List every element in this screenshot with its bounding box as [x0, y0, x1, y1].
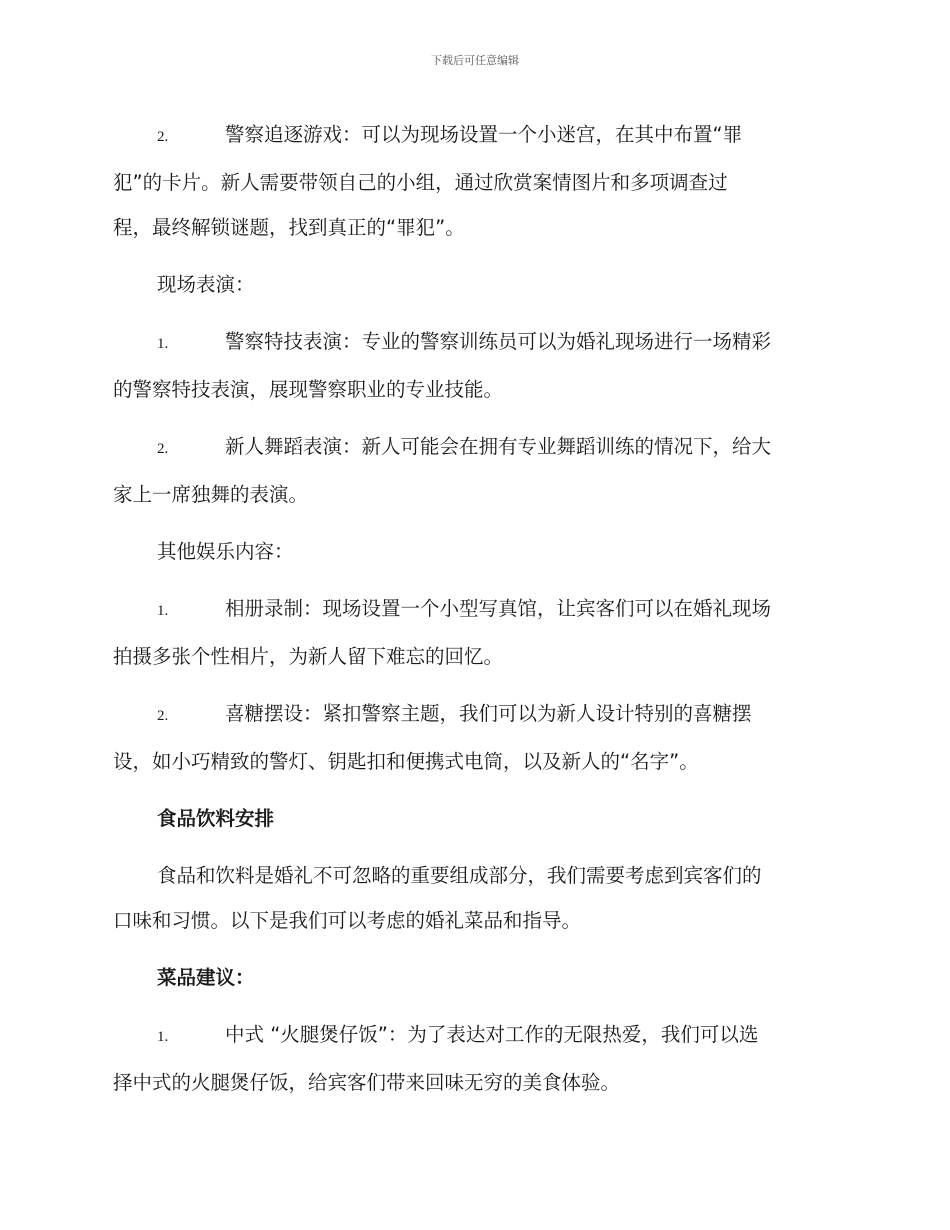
list-item	[113, 112, 843, 250]
list-text-line: 中式 “火腿煲仔饭”：为了表达对工作的无限热爱，我们可以选	[225, 1023, 759, 1046]
list-text-line: 警察特技表演：专业的警察训练员可以为婚礼现场进行一场精彩	[225, 330, 772, 353]
paragraph	[113, 853, 843, 943]
paragraph-line: 食品和饮料是婚礼不可忽略的重要组成部分，我们需要考虑到宾客们的	[157, 864, 762, 887]
bold-section-heading: 菜品建议：	[157, 966, 255, 989]
list-text-line: 相册录制：现场设置一个小型写真馆，让宾客们可以在婚礼现场	[225, 597, 772, 620]
list-item	[113, 691, 843, 784]
list-item	[113, 424, 843, 517]
section-heading: 其他娱乐内容：	[157, 540, 294, 563]
list-item	[113, 1012, 843, 1105]
list-text-line: 新人舞蹈表演：新人可能会在拥有专业舞蹈训练的情况下，给大	[225, 435, 772, 458]
list-number: 2.	[157, 441, 169, 457]
section-heading: 现场表演：	[157, 273, 255, 296]
list-number: 2.	[157, 708, 169, 724]
list-number: 1.	[157, 336, 169, 352]
list-text-line: 程，最终解锁谜题，找到真正的“罪犯”。	[113, 216, 465, 239]
list-item	[113, 319, 843, 412]
list-number: 1.	[157, 603, 169, 619]
paragraph-line: 口味和习惯。以下是我们可以考虑的婚礼菜品和指导。	[113, 909, 582, 932]
list-text-line: 拍摄多张个性相片，为新人留下难忘的回忆。	[113, 645, 504, 668]
document-body	[113, 112, 843, 1117]
list-text-line: 择中式的火腿煲仔饭，给宾客们带来回味无穷的美食体验。	[113, 1071, 621, 1094]
list-text-line: 警察追逐游戏：可以为现场设置一个小迷宫，在其中布置“罪	[225, 123, 743, 146]
page-header: 下载后可任意编辑	[431, 54, 519, 67]
list-text-line: 犯”的卡片。新人需要带领自己的小组，通过欣赏案情图片和多项调查过	[113, 171, 728, 194]
list-number: 1.	[157, 1029, 169, 1045]
bold-section-heading: 食品饮料安排	[157, 807, 275, 830]
list-text-line: 设，如小巧精致的警灯、钥匙扣和便携式电筒，以及新人的“名字”。	[113, 750, 699, 773]
list-text-line: 的警察特技表演，展现警察职业的专业技能。	[113, 378, 504, 401]
list-number: 2.	[157, 129, 169, 145]
list-text-line: 喜糖摆设：紧扣警察主题，我们可以为新人设计特别的喜糖摆	[225, 702, 752, 725]
list-text-line: 家上一席独舞的表演。	[113, 483, 309, 506]
list-item	[113, 586, 843, 679]
